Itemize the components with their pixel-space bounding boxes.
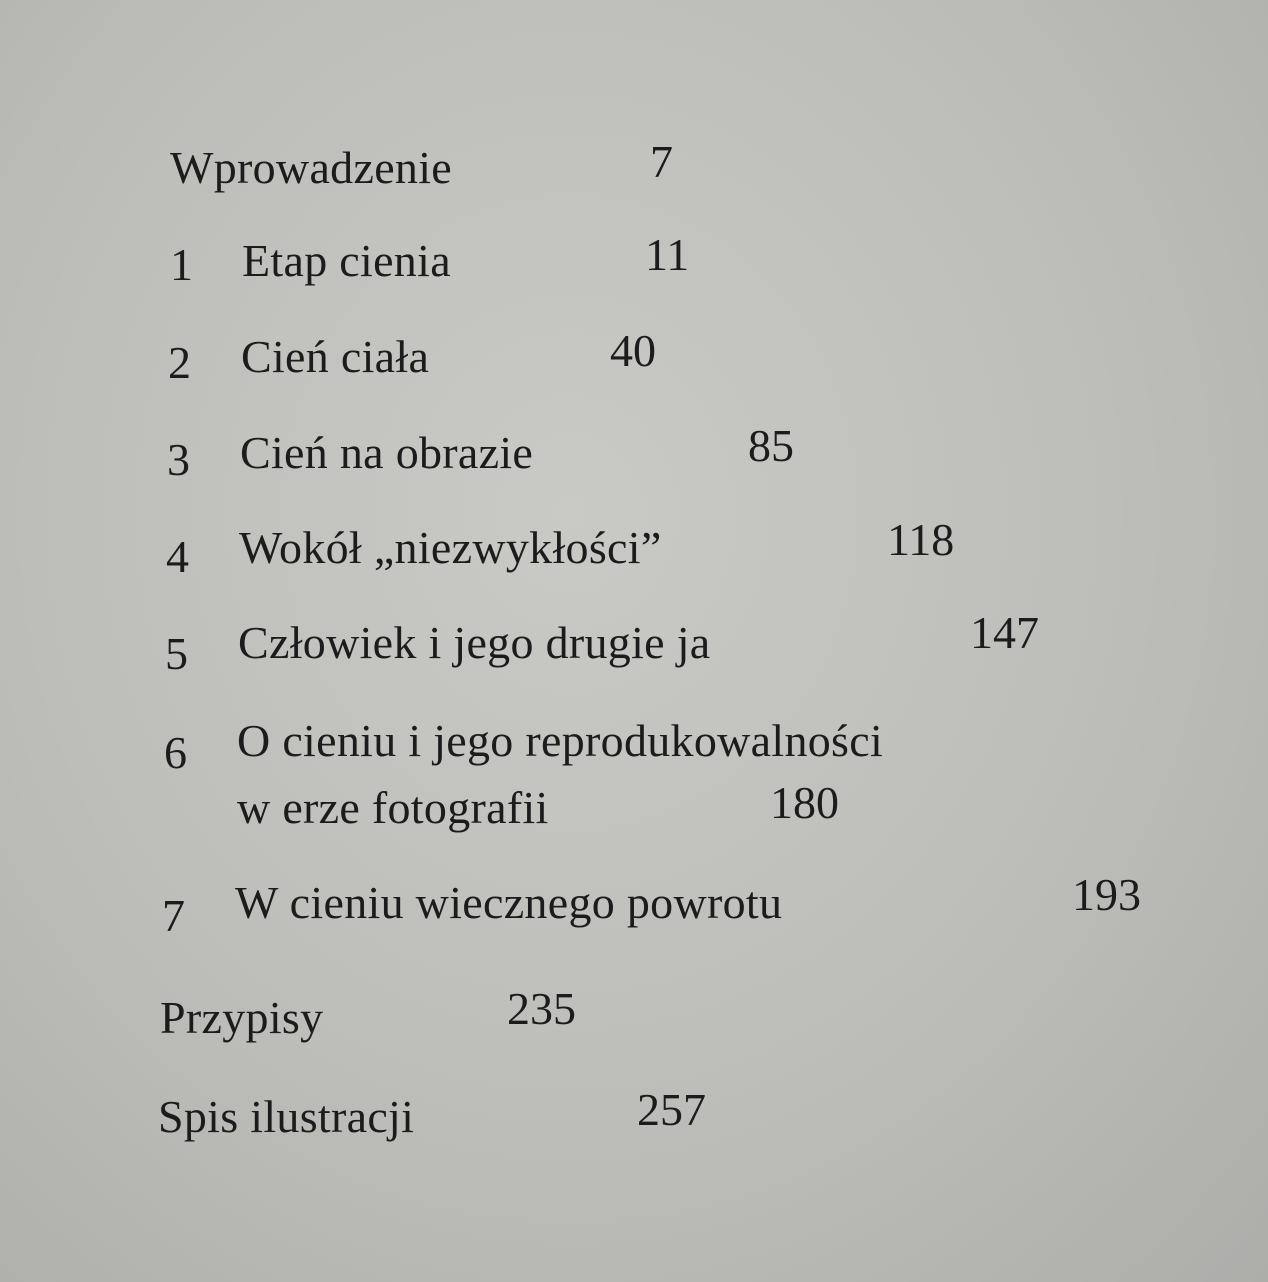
toc-chapter-page: 11 bbox=[645, 229, 690, 280]
toc-chapter-number: 2 bbox=[168, 337, 192, 388]
toc-chapter-page: 118 bbox=[887, 514, 955, 565]
toc-chapter-page: 193 bbox=[1072, 869, 1141, 920]
toc-chapter-number: 7 bbox=[162, 890, 186, 941]
toc-chapter-number: 4 bbox=[166, 531, 190, 582]
toc-chapter-title: W cieniu wiecznego powrotu bbox=[235, 877, 783, 928]
toc-chapter-title-line1: O cieniu i jego reprodukowalności bbox=[237, 715, 884, 766]
toc-chapter-title: Cień ciała bbox=[241, 331, 430, 382]
toc-illustrations-page: 257 bbox=[637, 1084, 706, 1135]
toc-notes-title: Przypisy bbox=[160, 992, 324, 1043]
toc-chapter-title-line2: w erze fotografii bbox=[237, 782, 549, 833]
toc-chapter-title: Człowiek i jego drugie ja bbox=[238, 617, 711, 668]
toc-chapter-number: 1 bbox=[170, 239, 194, 290]
toc-illustrations-title: Spis ilustracji bbox=[158, 1091, 415, 1142]
toc-chapter-title: Wokół „niezwykłości” bbox=[239, 522, 662, 573]
toc-notes-page: 235 bbox=[507, 983, 576, 1034]
toc-intro-page: 7 bbox=[650, 136, 673, 187]
toc-chapter-number: 6 bbox=[164, 727, 188, 778]
toc-chapter-page: 40 bbox=[610, 325, 656, 376]
toc-chapter-page: 85 bbox=[748, 420, 794, 471]
toc-chapter-page: 147 bbox=[970, 607, 1039, 658]
toc-chapter-title: Cień na obrazie bbox=[240, 427, 534, 478]
toc-chapter-number: 5 bbox=[165, 628, 189, 679]
toc-chapter-title: Etap cienia bbox=[242, 235, 451, 286]
toc-chapter-number: 3 bbox=[167, 434, 191, 485]
toc-intro-title: Wprowadzenie bbox=[170, 142, 453, 193]
toc-chapter-page: 180 bbox=[770, 777, 839, 828]
